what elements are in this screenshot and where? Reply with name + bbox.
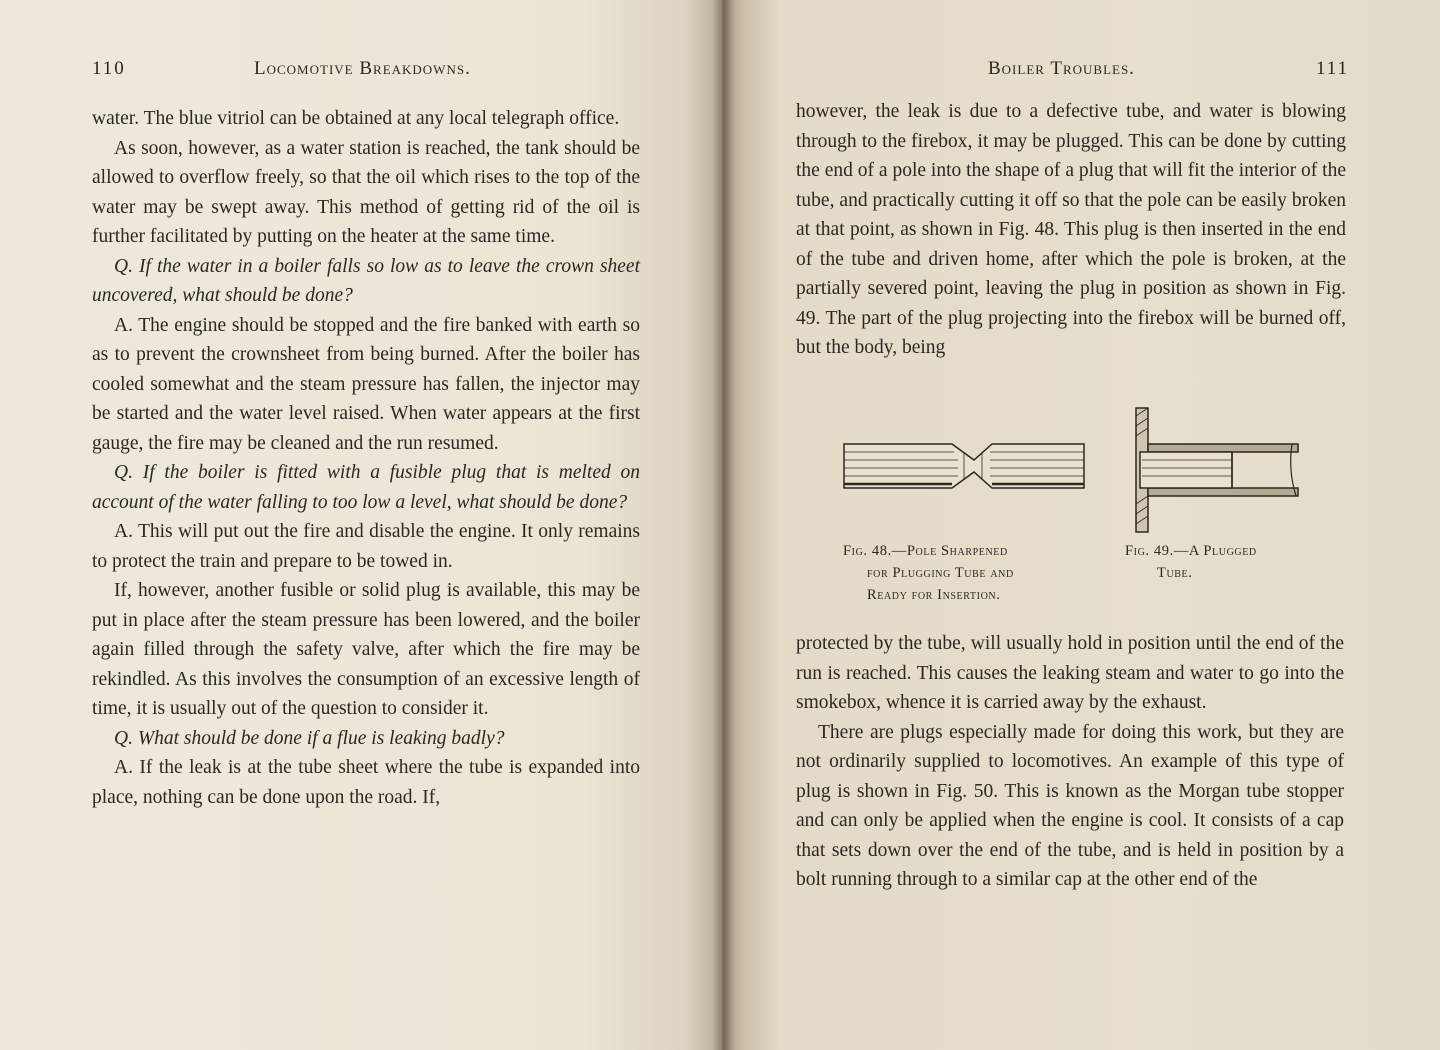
paragraph: protected by the tube, will usually hold in position until the end of the run is reached. This causes the leaking steam and water to go into the smokebox, whence it is carried away by the exhaust. <box>796 633 1344 713</box>
paragraph: water. The blue vitriol can be obtained at any local telegraph office. <box>92 108 620 129</box>
figures <box>840 404 1320 614</box>
paragraph: There are plugs especially made for doing this work, but they are not ordinarily supplied to locomotives. An example of this type of plug is shown in Fig. 50. This is known as the Morgan tube stopper and can only be applied when the engine is cool. It consists of a cap that sets down over the end of the tube, and is held in position by a bolt running through to a similar cap at the other end of the <box>796 721 1344 890</box>
right-body-text-bottom <box>796 629 1344 895</box>
running-head: Boiler Troubles. <box>988 58 1135 79</box>
question <box>92 724 640 754</box>
caption-line: Ready for Insertion. <box>867 587 1001 603</box>
paragraph: As soon, however, as a water station is reached, the tank should be allowed to overflow freely, so that the oil which rises to the top of the water may be swept away. This method of getting rid of the oil is further facilitated by putting on the heater at the same time. <box>92 137 640 247</box>
paragraph: however, the leak is due to a defective tube, and water is blowing through to the firebox, it may be plugged. This can be done by cutting the end of a pole into the shape of a plug that will fit the interior of the tube, and practically cutting it off so that the pole can be easily broken at that point, as shown in Fig. 48. This plug is then inserted in the end of the tube and driven home, after which the pole is broken, at the partially severed point, leaving the plug in position as shown in Fig. 49. The part of the plug projecting into the firebox will be burned off, but the body, being <box>796 101 1346 358</box>
answer-label: A. <box>114 757 133 778</box>
question <box>92 252 640 311</box>
question-label: Q. <box>114 462 133 483</box>
left-body-text <box>92 104 640 812</box>
pole-illustration <box>844 444 1084 488</box>
answer-text: The engine should be stopped and the fire banked with earth so as to prevent the crownsheet from being burned. After the boiler has cooled somewhat and the steam pressure has fallen, the injector may be started and the water level raised. When water appears at the first gauge, the fire may be cleaned and the run resumed. <box>92 314 640 454</box>
page-number: 111 <box>1316 58 1350 79</box>
right-body-text-top <box>796 97 1346 363</box>
answer <box>92 517 640 576</box>
book-gutter <box>712 0 734 1050</box>
question-label: Q. <box>114 727 133 749</box>
caption-line: Tube. <box>1157 565 1193 581</box>
figure-illustrations <box>840 404 1320 534</box>
figure-49-caption <box>1125 540 1257 584</box>
figure-48-caption <box>843 540 1014 606</box>
question-label: Q. <box>114 255 133 277</box>
question-text: What should be done if a flue is leaking badly? <box>137 727 505 749</box>
answer <box>92 753 640 812</box>
answer <box>92 311 640 459</box>
answer-label: A. <box>114 521 133 542</box>
question-text: If the boiler is fitted with a fusible plug that is melted on account of the water falling to too low a level, what should be done? <box>92 462 640 513</box>
caption-line: Fig. 48.—Pole Sharpened <box>843 543 1008 559</box>
caption-line: for Plugging Tube and <box>867 565 1014 581</box>
plugged-tube-illustration <box>1136 408 1298 532</box>
caption-line: Fig. 49.—A Plugged <box>1125 543 1257 559</box>
answer-label: A. <box>114 314 133 336</box>
answer-text: This will put out the fire and disable the engine. It only remains to protect the train and prepare to be towed in. <box>92 521 640 572</box>
page-number: 110 <box>92 58 126 79</box>
running-head: Locomotive Breakdowns. <box>254 58 471 79</box>
paragraph: If, however, another fusible or solid plug is available, this may be put in place after the steam pressure has been lowered, and the boiler again filled through the safety valve, after which the fire may be rekindled. As this involves the consumption of an excessive length of time, it is usually out of the question to consider it. <box>92 580 640 719</box>
answer-text: If the leak is at the tube sheet where the tube is expanded into place, nothing can be done upon the road. If, <box>92 757 640 808</box>
question-text: If the water in a boiler falls so low as to leave the crown sheet uncovered, what should be done? <box>92 255 641 306</box>
question <box>92 458 640 517</box>
